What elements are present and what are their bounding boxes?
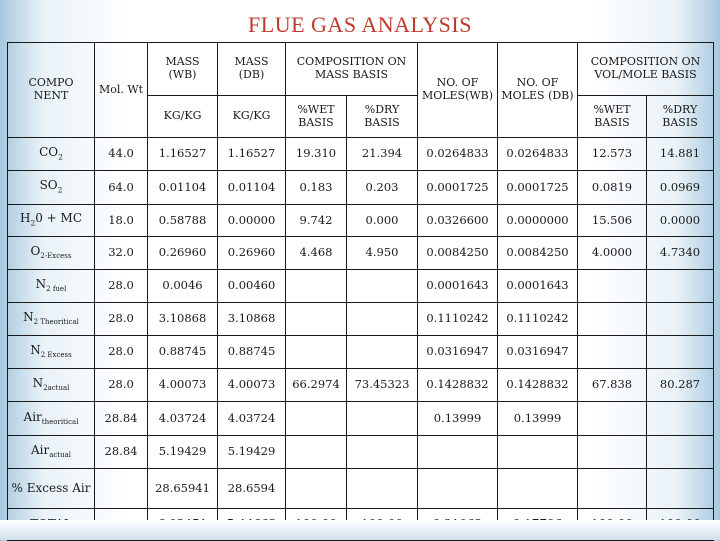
header-wet-basis-vol: %WET BASIS: [578, 96, 647, 138]
mol-wt-cell: 18.0: [95, 205, 148, 237]
mol-wt-cell: [95, 469, 148, 509]
flue-gas-table: [7, 42, 714, 541]
vol-wet-cell: 12.573: [578, 138, 647, 171]
vol-wet-cell: 4.0000: [578, 237, 647, 270]
mass-wb-cell: 0.58788: [148, 205, 218, 237]
moles-db-cell: [498, 469, 578, 509]
dry-basis-cell: 0.203: [347, 171, 418, 205]
moles-db-cell: 0.1110242: [498, 303, 578, 336]
mass-wb-cell: 5.19429: [148, 436, 218, 469]
vol-wet-cell: [578, 303, 647, 336]
vol-dry-cell: [647, 336, 714, 369]
dry-basis-cell: [347, 402, 418, 436]
header-mol-wt: Mol. Wt: [95, 43, 148, 138]
dry-basis-cell: [347, 469, 418, 509]
header-comp-mass: COMPOSITION ON MASS BASIS: [286, 43, 418, 96]
mass-db-cell: 4.00073: [218, 369, 286, 402]
wet-basis-cell: [286, 270, 347, 303]
wet-basis-cell: 19.310: [286, 138, 347, 171]
mol-wt-cell: 28.84: [95, 402, 148, 436]
component-cell: $N_{2actual}$: [8, 369, 95, 402]
mass-wb-cell: 4.03724: [148, 402, 218, 436]
table-row: [8, 469, 714, 509]
header-dry-basis-vol: %DRY BASIS: [647, 96, 714, 138]
bottom-decoration: [0, 520, 720, 540]
mass-db-cell: 0.01104: [218, 171, 286, 205]
mol-wt-cell: 28.0: [95, 303, 148, 336]
vol-dry-cell: [647, 303, 714, 336]
moles-db-cell: 0.0001643: [498, 270, 578, 303]
wet-basis-cell: 9.742: [286, 205, 347, 237]
page-title: FLUE GAS ANALYSIS: [248, 12, 472, 37]
table-row: [8, 171, 714, 205]
moles-wb-cell: 0.1428832: [418, 369, 498, 402]
vol-wet-cell: [578, 270, 647, 303]
vol-dry-cell: 0.0000: [647, 205, 714, 237]
table-row: [8, 237, 714, 270]
table-row: [8, 138, 714, 171]
wet-basis-cell: [286, 303, 347, 336]
moles-db-cell: 0.0316947: [498, 336, 578, 369]
mol-wt-cell: 28.84: [95, 436, 148, 469]
mass-db-cell: 0.88745: [218, 336, 286, 369]
dry-basis-cell: 21.394: [347, 138, 418, 171]
table-row: [8, 436, 714, 469]
component-cell: % Excess Air: [8, 469, 95, 509]
header-component: COMPO NENT: [8, 43, 95, 138]
vol-wet-cell: [578, 436, 647, 469]
mol-wt-cell: 64.0: [95, 171, 148, 205]
mass-db-cell: 28.6594: [218, 469, 286, 509]
mass-db-cell: 0.00460: [218, 270, 286, 303]
header-unit-db: KG/KG: [218, 96, 286, 138]
vol-wet-cell: [578, 402, 647, 436]
header-moles-db: NO. OF MOLES (DB): [498, 43, 578, 138]
moles-db-cell: 0.1428832: [498, 369, 578, 402]
mass-wb-cell: 4.00073: [148, 369, 218, 402]
component-cell: $CO_2$: [8, 138, 95, 171]
dry-basis-cell: [347, 336, 418, 369]
mass-wb-cell: 28.65941: [148, 469, 218, 509]
header-mass-db: MASS (DB): [218, 43, 286, 96]
mol-wt-cell: 28.0: [95, 336, 148, 369]
moles-wb-cell: 0.0001725: [418, 171, 498, 205]
header-moles-wb: NO. OF MOLES(WB): [418, 43, 498, 138]
moles-wb-cell: 0.0264833: [418, 138, 498, 171]
vol-dry-cell: 4.7340: [647, 237, 714, 270]
moles-db-cell: 0.0000000: [498, 205, 578, 237]
table-row: [8, 402, 714, 436]
table-row: [8, 336, 714, 369]
table-row: [8, 205, 714, 237]
table-row: [8, 369, 714, 402]
moles-db-cell: 0.13999: [498, 402, 578, 436]
vol-dry-cell: [647, 436, 714, 469]
dry-basis-cell: [347, 303, 418, 336]
vol-dry-cell: [647, 270, 714, 303]
vol-dry-cell: 0.0969: [647, 171, 714, 205]
vol-dry-cell: 14.881: [647, 138, 714, 171]
table-row: [8, 270, 714, 303]
moles-wb-cell: 0.1110242: [418, 303, 498, 336]
mol-wt-cell: 28.0: [95, 369, 148, 402]
vol-dry-cell: [647, 402, 714, 436]
mass-db-cell: 0.00000: [218, 205, 286, 237]
moles-db-cell: 0.0084250: [498, 237, 578, 270]
mass-wb-cell: 0.0046: [148, 270, 218, 303]
component-cell: $N_{2 Theoritical}$: [8, 303, 95, 336]
header-dry-basis: %DRY BASIS: [347, 96, 418, 138]
mass-wb-cell: 3.10868: [148, 303, 218, 336]
component-cell: $O_{2-Excess}$: [8, 237, 95, 270]
moles-wb-cell: 0.0001643: [418, 270, 498, 303]
mass-db-cell: 1.16527: [218, 138, 286, 171]
moles-db-cell: 0.0264833: [498, 138, 578, 171]
moles-wb-cell: 0.0316947: [418, 336, 498, 369]
mass-wb-cell: 1.16527: [148, 138, 218, 171]
header-wet-basis: %WET BASIS: [286, 96, 347, 138]
dry-basis-cell: 73.45323: [347, 369, 418, 402]
moles-wb-cell: 0.0326600: [418, 205, 498, 237]
header-comp-vol: COMPOSITION ON VOL/MOLE BASIS: [578, 43, 714, 96]
mass-db-cell: 5.19429: [218, 436, 286, 469]
mol-wt-cell: 28.0: [95, 270, 148, 303]
moles-wb-cell: 0.13999: [418, 402, 498, 436]
vol-wet-cell: 67.838: [578, 369, 647, 402]
moles-db-cell: 0.0001725: [498, 171, 578, 205]
component-cell: $N_{2 Excess}$: [8, 336, 95, 369]
vol-wet-cell: 15.506: [578, 205, 647, 237]
mass-db-cell: 3.10868: [218, 303, 286, 336]
moles-db-cell: [498, 436, 578, 469]
wet-basis-cell: 0.183: [286, 171, 347, 205]
mass-db-cell: 4.03724: [218, 402, 286, 436]
dry-basis-cell: 4.950: [347, 237, 418, 270]
wet-basis-cell: [286, 469, 347, 509]
moles-wb-cell: [418, 469, 498, 509]
table-row: [8, 303, 714, 336]
mass-wb-cell: 0.26960: [148, 237, 218, 270]
component-cell: $H_20$ + MC: [8, 205, 95, 237]
vol-dry-cell: 80.287: [647, 369, 714, 402]
vol-dry-cell: [647, 469, 714, 509]
mass-wb-cell: 0.88745: [148, 336, 218, 369]
header-mass-wb: MASS (WB): [148, 43, 218, 96]
vol-wet-cell: [578, 469, 647, 509]
mass-wb-cell: 0.01104: [148, 171, 218, 205]
component-cell: $N_{2 fuel}$: [8, 270, 95, 303]
wet-basis-cell: [286, 336, 347, 369]
vol-wet-cell: 0.0819: [578, 171, 647, 205]
dry-basis-cell: 0.000: [347, 205, 418, 237]
vol-wet-cell: [578, 336, 647, 369]
moles-wb-cell: [418, 436, 498, 469]
mol-wt-cell: 44.0: [95, 138, 148, 171]
mass-db-cell: 0.26960: [218, 237, 286, 270]
dry-basis-cell: [347, 436, 418, 469]
wet-basis-cell: 66.2974: [286, 369, 347, 402]
dry-basis-cell: [347, 270, 418, 303]
wet-basis-cell: [286, 436, 347, 469]
header-unit-wb: KG/KG: [148, 96, 218, 138]
wet-basis-cell: 4.468: [286, 237, 347, 270]
component-cell: Air$_{theoritical}$: [8, 402, 95, 436]
component-cell: Air$_{actual}$: [8, 436, 95, 469]
moles-wb-cell: 0.0084250: [418, 237, 498, 270]
wet-basis-cell: [286, 402, 347, 436]
component-cell: $SO_2$: [8, 171, 95, 205]
mol-wt-cell: 32.0: [95, 237, 148, 270]
